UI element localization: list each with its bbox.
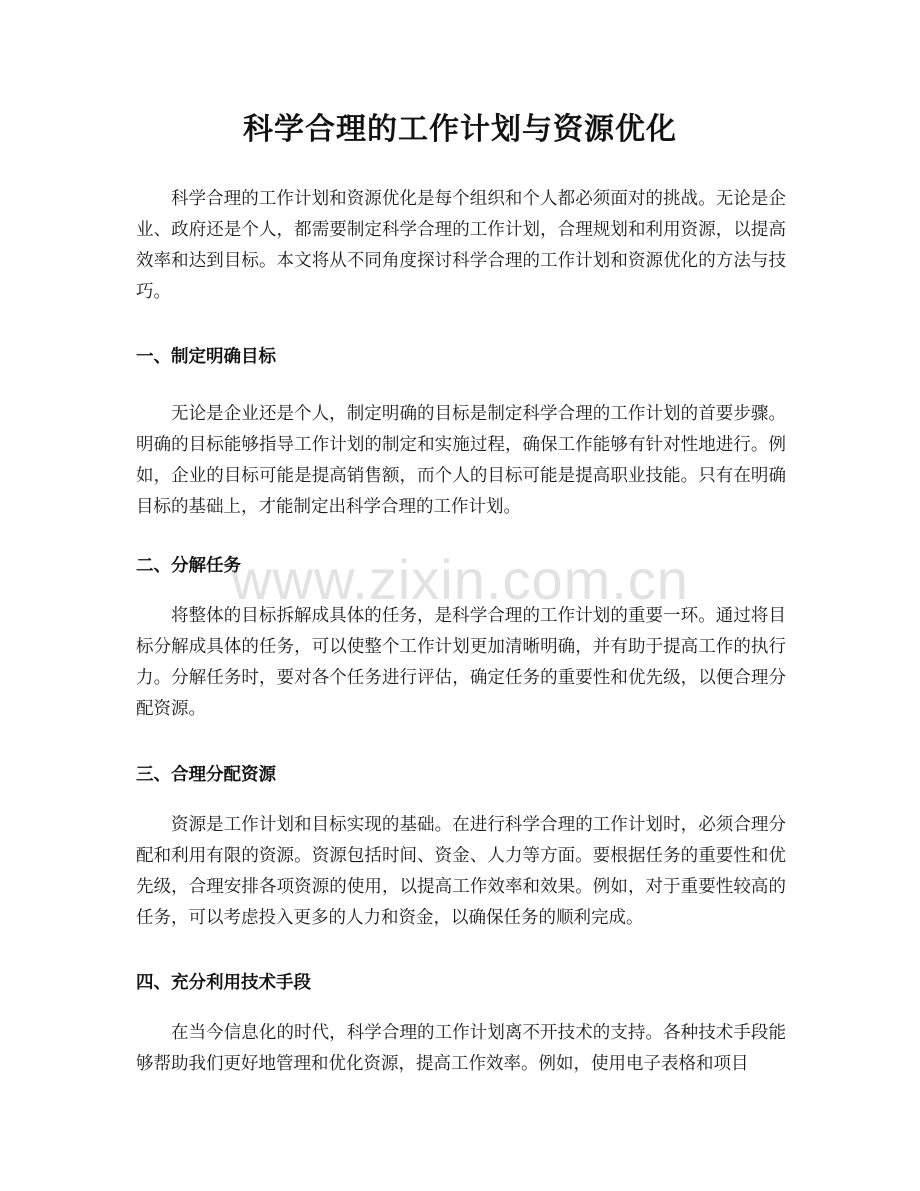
section-heading-3: 三、合理分配资源 (136, 765, 276, 785)
document-title: 科学合理的工作计划与资源优化 (243, 112, 677, 147)
section-body-3: 资源是工作计划和目标实现的基础。在进行科学合理的工作计划时，必须合理分配和利用有限的资源。资源包括时间、资金、人力等方面。要根据任务的重要性和优先级，合理安排各项资源的使用，以提高工作效率和效果。例如，对于重要性较高的任务，可以考虑投入更多的人力和资金，以确保任务的顺利完成。 (136, 815, 786, 928)
section-heading-4: 四、充分利用技术手段 (136, 973, 311, 993)
intro-paragraph: 科学合理的工作计划和资源优化是每个组织和个人都必须面对的挑战。无论是企业、政府还是个人，都需要制定科学合理的工作计划，合理规划和利用资源，以提高效率和达到目标。本文将从不同角度探讨科学合理的工作计划和资源优化的方法与技巧。 (136, 189, 786, 302)
section-heading-1: 一、制定明确目标 (136, 347, 276, 367)
section-body-2: 将整体的目标拆解成具体的任务，是科学合理的工作计划的重要一环。通过将目标分解成具体的任务，可以使整个工作计划更加清晰明确，并有助于提高工作的执行力。分解任务时，要对各个任务进行评估，确定任务的重要性和优先级，以便合理分配资源。 (136, 606, 786, 719)
section-body-1: 无论是企业还是个人，制定明确的目标是制定科学合理的工作计划的首要步骤。明确的目标能够指导工作计划的制定和实施过程，确保工作能够有针对性地进行。例如，企业的目标可能是提高销售额，而个人的目标可能是提高职业技能。只有在明确目标的基础上，才能制定出科学合理的工作计划。 (136, 404, 786, 517)
section-body-4: 在当今信息化的时代，科学合理的工作计划离不开技术的支持。各种技术手段能够帮助我们更好地管理和优化资源，提高工作效率。例如，使用电子表格和项目 (136, 1023, 786, 1074)
section-heading-2: 二、分解任务 (136, 556, 241, 576)
watermark: www.zixin.com.cn (231, 548, 689, 611)
